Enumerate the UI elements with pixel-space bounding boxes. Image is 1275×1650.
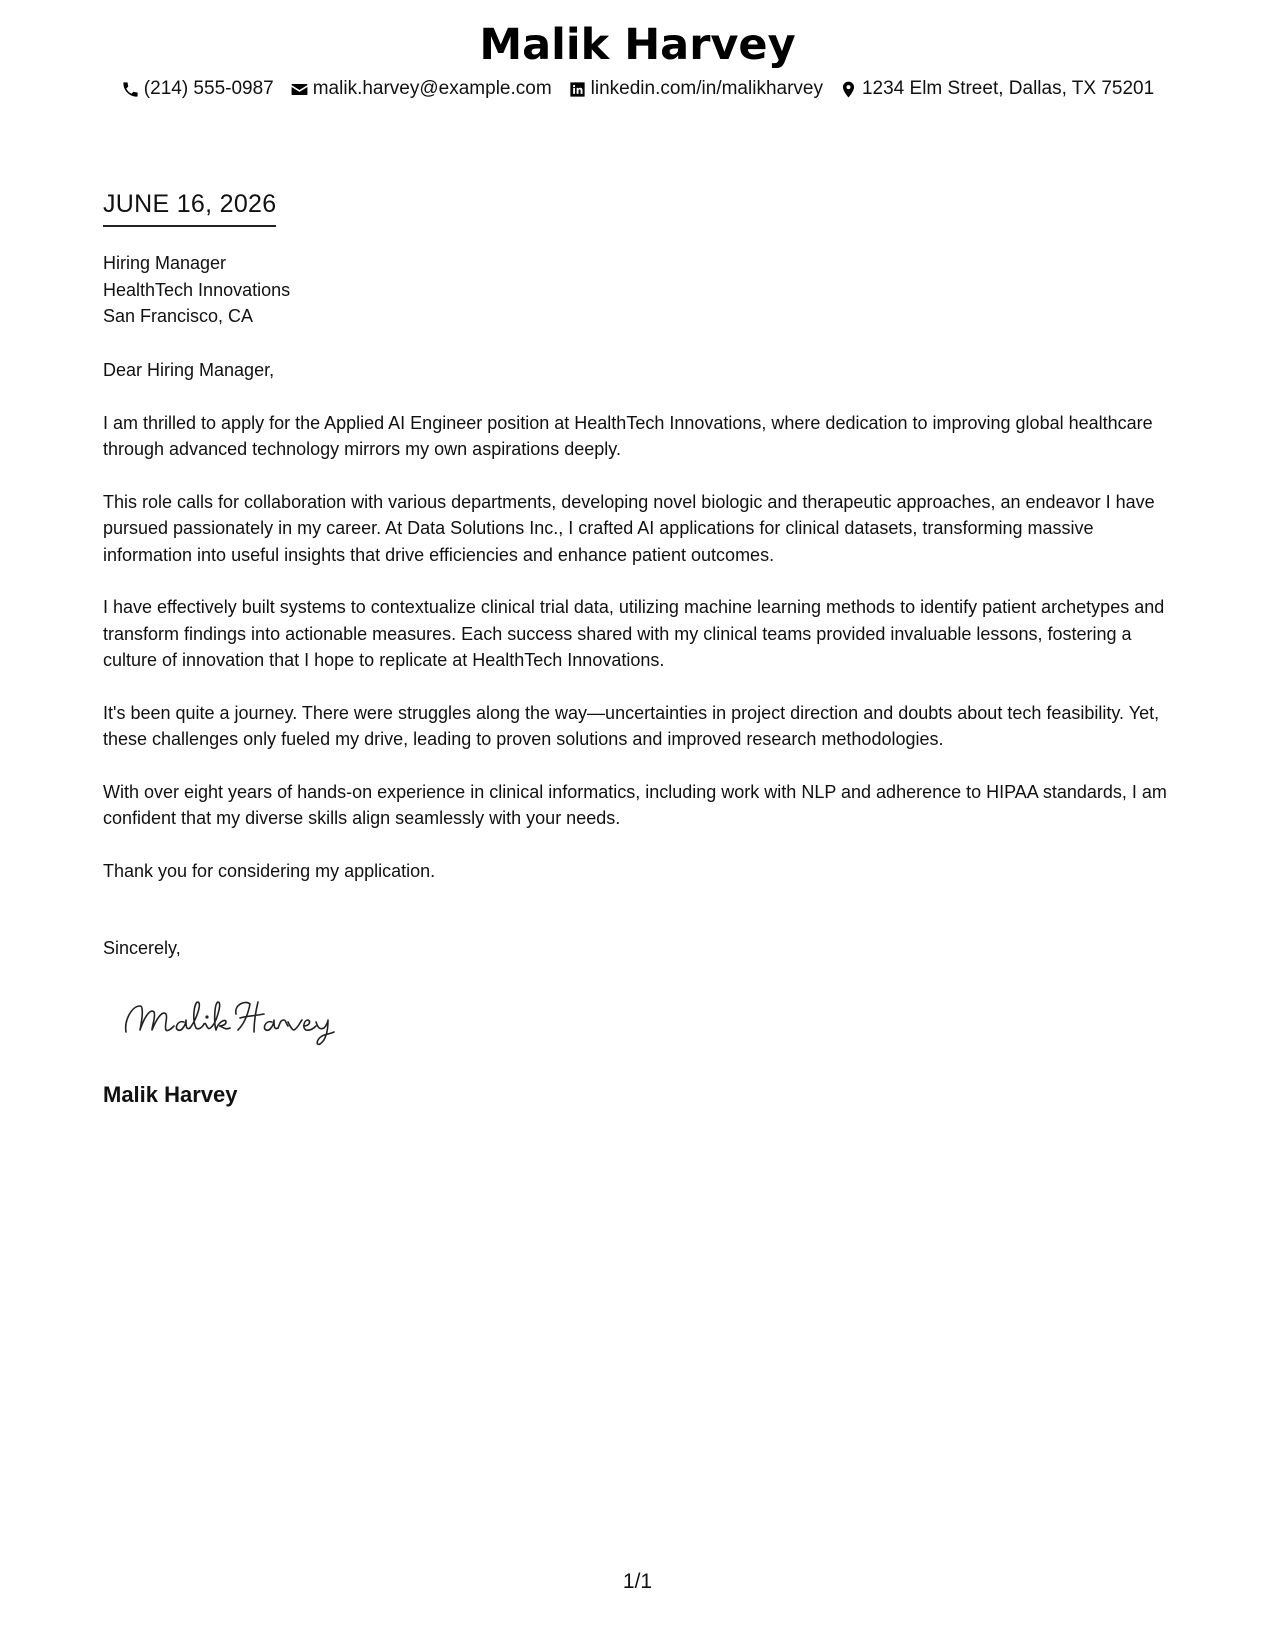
- signer-name: Malik Harvey: [103, 1082, 238, 1107]
- page-number: 1/1: [622, 1570, 653, 1593]
- salutation: Dear Hiring Manager,: [103, 360, 275, 380]
- contact-address: [839, 78, 1154, 100]
- linkedin-text: linkedin.com/in/malikharvey: [590, 78, 823, 99]
- contact-phone: [121, 78, 274, 100]
- letter-date: JUNE 16, 2026: [103, 190, 276, 227]
- body-paragraph: It's been quite a journey. There were struggles along the way—uncertainties in project direction and doubts about tech feasibility. Yet, these challenges only fueled my drive, leading to proven solutions and improved research methodologies.: [103, 702, 1160, 749]
- closing: Sincerely,: [103, 938, 181, 958]
- recipient-location: San Francisco, CA: [103, 306, 254, 326]
- map-pin-icon: [839, 80, 858, 99]
- recipient-title: Hiring Manager: [103, 253, 227, 273]
- body-paragraph: I am thrilled to apply for the Applied AI Engineer position at HealthTech Innovations, where dedication to improving global healthcare through advanced technology mirrors my own aspirations deeply.: [103, 412, 1153, 459]
- recipient-block: [103, 250, 290, 330]
- address-text: 1234 Elm Street, Dallas, TX 75201: [861, 78, 1155, 99]
- letter-body: [103, 357, 1183, 910]
- handwritten-signature: [118, 990, 348, 1050]
- phone-icon: [121, 80, 140, 99]
- linkedin-icon: [568, 80, 587, 99]
- body-paragraph: With over eight years of hands-on experience in clinical informatics, including work with NLP and adherence to HIPAA standards, I am confident that my diverse skills align seamlessly with your needs.: [103, 781, 1167, 828]
- applicant-name: Malik Harvey: [479, 20, 796, 70]
- envelope-icon: [290, 80, 309, 99]
- body-paragraph: This role calls for collaboration with various departments, developing novel biologic and therapeutic approaches, an endeavor I have pursued passionately in my career. At Data Solutions Inc., I crafted AI applications for clinical datasets, transforming massive information into useful insights that drive efficiencies and enhance patient outcomes.: [103, 491, 1155, 565]
- email-text: malik.harvey@example.com: [312, 78, 552, 99]
- contact-email[interactable]: [290, 78, 552, 100]
- contact-row: [0, 78, 1275, 100]
- body-paragraph: Thank you for considering my application.: [103, 860, 436, 881]
- contact-linkedin[interactable]: [568, 78, 823, 100]
- body-paragraph: I have effectively built systems to contextualize clinical trial data, utilizing machine learning methods to identify patient archetypes and transform findings into actionable measures. Each success shared with my clinical teams provided invaluable lessons, fostering a culture of innovation that I hope to replicate at HealthTech Innovations.: [103, 597, 1165, 670]
- recipient-company: HealthTech Innovations: [103, 279, 291, 300]
- phone-text: (214) 555-0987: [143, 78, 274, 99]
